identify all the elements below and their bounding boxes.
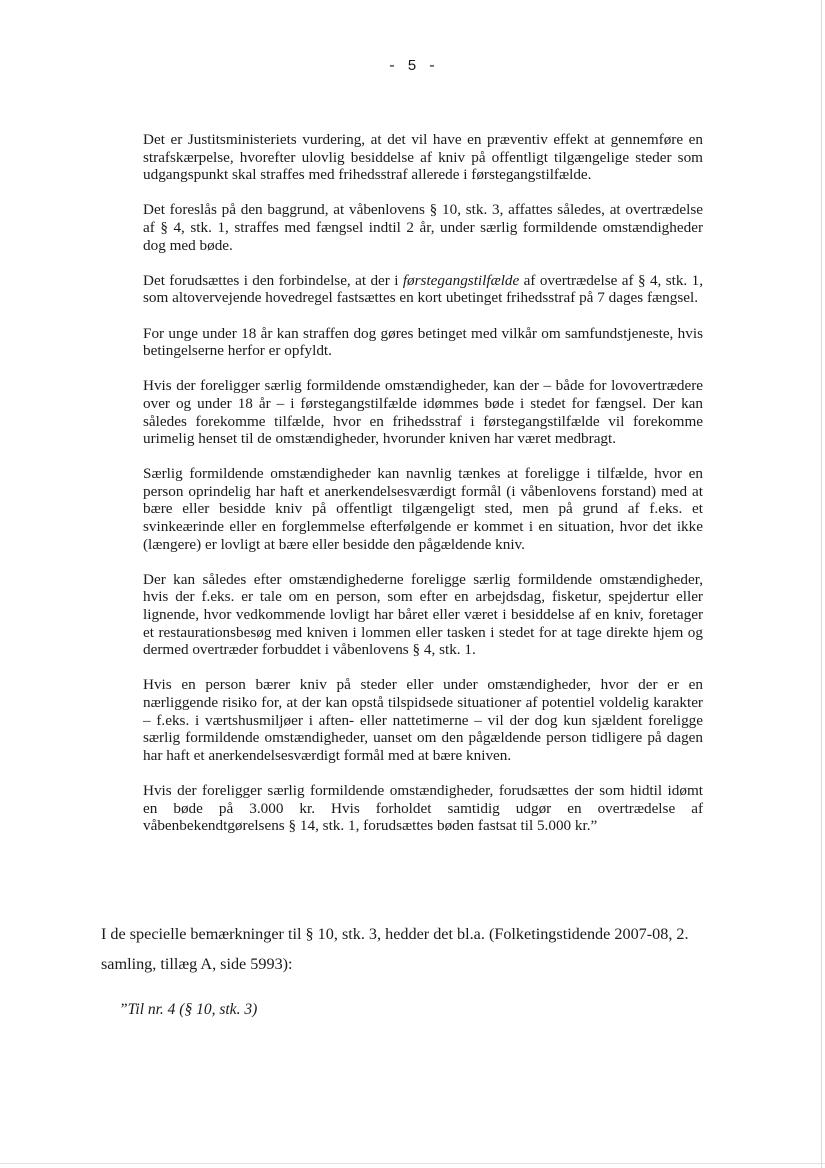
page-number: - 5 -: [387, 58, 438, 75]
scan-edge-bottom: [0, 1163, 825, 1164]
quote-paragraph-4: For unge under 18 år kan straffen dog gøres betinget med vilkår om samfundstjeneste, hvis betingelserne herfor er opfyldt.: [143, 324, 703, 360]
quote-paragraph-7: Der kan således efter omstændighederne foreligge særlig formildende omstændigheder, hvis der f.eks. er tale om en person, som efter en arbejdsdag, fisketur, spejdertur eller lignende, hvor vedkommende lovligt har båret eller været i besiddelse af en kniv, foretager et restaurationsbesøg med kniven i lommen eller tasken i stedet for at tage direkte hjem og dermed overtræder forbuddet i våbenlovens § 4, stk. 1.: [143, 570, 703, 659]
quote-paragraph-8: Hvis en person bærer kniv på steder eller under omstændigheder, hvor der er en nærliggende risiko for, at der kan opstå tilspidsede situationer af potentiel voldelig karakter – f.eks. i værtshusmiljøer i aften- eller nattetimerne – vil der dog kun sjældent foreligge særlig formildende omstændigheder, uanset om den pågældende person tidligere på dagen har haft et anerkendelsesværdigt formål med at bære kniven.: [143, 676, 703, 764]
quote-paragraph-5: Hvis der foreligger særlig formildende omstændigheder, kan der – både for lovovertrædere over og under 18 år – i førstegangstilfælde idømmes bøde i stedet for fængsel. Der kan således forekomme tilfælde, hvor en frihedsstraf i førstegangstilfælde vil forekomme urimelig henset til de omstændigheder, hvorunder kniven har været medbragt.: [143, 377, 703, 448]
quote-paragraph-3-start: Det forudsættes i den forbindelse, at der i: [143, 271, 403, 289]
quote-paragraph-3: [143, 272, 703, 307]
quote-paragraph-3-end: af overtrædelse af § 4, stk. 1, som altovervejende hovedregel fastsættes en kort ubetinget frihedsstraf på 7 dages fængsel.: [143, 271, 703, 307]
quote-paragraph-1: Det er Justitsministeriets vurdering, at det vil have en præventiv effekt at gennemføre en strafskærpelse, hvorefter ulovlig besiddelse af kniv på offentligt tilgængelige steder som udgangspunkt skal straffes med frihedsstraf allerede i førstegangstilfælde.: [143, 131, 703, 184]
body-paragraph: I de specielle bemærkninger til § 10, stk. 3, hedder det bl.a. (Folketingstidende 2007-08, 2. samling, tillæg A, side 5993):: [101, 925, 689, 973]
quoted-remarks: [143, 131, 703, 852]
section-heading: ”Til nr. 4 (§ 10, stk. 3): [119, 1001, 258, 1018]
quote-paragraph-9: Hvis der foreligger særlig formildende omstændigheder, forudsættes der som hidtil idømt en bøde på 3.000 kr. Hvis forholdet samtidig udgør en overtrædelse af våbenbekendtgørelsens § 14, stk. 1, forudsættes bøden fastsat til 5.000 kr.”: [143, 781, 703, 835]
quote-paragraph-6: Særlig formildende omstændigheder kan navnlig tænkes at foreligge i tilfælde, hvor en person oprindelig har haft et anerkendelsesværdigt formål (i våbenlovens forstand) med at bære eller besidde kniv på offentligt tilgængeligt sted, men på grund af f.eks. et svinkeærinde eller en forglemmelse efterfølgende er kommet i en situation, hvor det ikke (længere) er lovligt at bære eller besidde den pågældende kniv.: [143, 465, 703, 553]
quote-paragraph-3-italic: førstegangstilfælde: [402, 271, 520, 289]
scan-edge-right: [821, 0, 822, 1168]
quote-paragraph-2: Det foreslås på den baggrund, at våbenlovens § 10, stk. 3, affattes således, at overtrædelse af § 4, stk. 1, straffes med fængsel indtil 2 år, under særlig formildende omstændigheder dog med bøde.: [143, 201, 703, 254]
